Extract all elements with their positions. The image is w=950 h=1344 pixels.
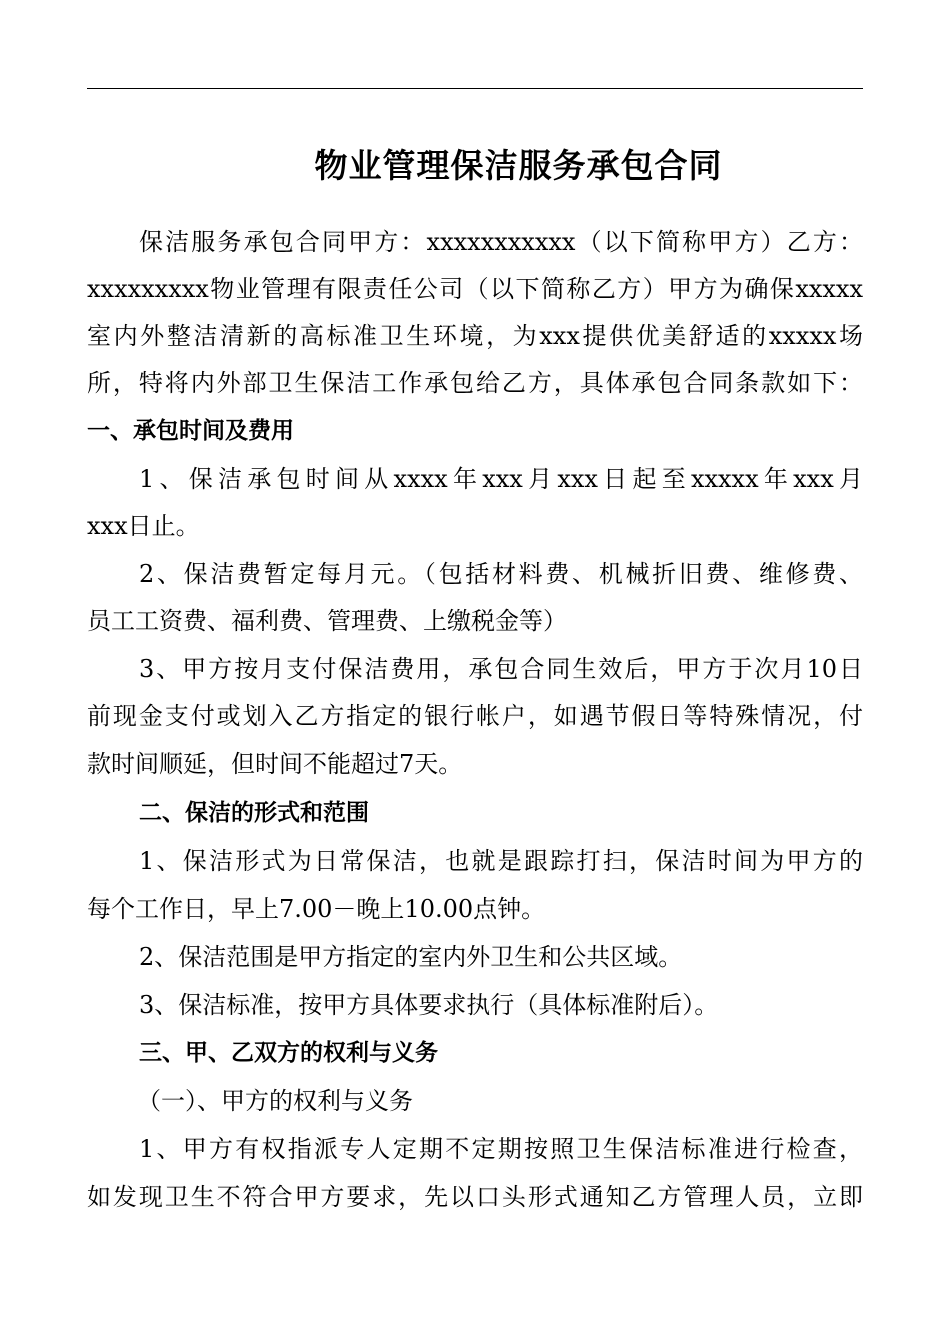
paragraph-line: 室内外整洁清新的高标准卫生环境，为xxx提供优美舒适的xxxxx场 [87,322,863,350]
paragraph-line: 每个工作日，早上7.00－晚上10.00点钟。 [87,895,546,923]
section-heading: 一、承包时间及费用 [87,418,294,444]
paragraph-line: 2、保洁范围是甲方指定的室内外卫生和公共区域。 [139,943,683,971]
paragraph-line: 1、甲方有权指派专人定期不定期按照卫生保洁标准进行检查， [139,1135,863,1163]
paragraph-line: 2、保洁费暂定每月元。（包括材料费、机械折旧费、维修费、 [139,560,863,588]
paragraph-line: 保洁服务承包合同甲方：xxxxxxxxxxx（以下简称甲方）乙方： [139,228,863,256]
paragraph-line: 前现金支付或划入乙方指定的银行帐户，如遇节假日等特殊情况，付 [87,702,863,730]
header-rule [87,88,863,89]
paragraph-line: 所，特将内外部卫生保洁工作承包给乙方，具体承包合同条款如下： [87,369,863,397]
paragraph-line: 1、保洁承包时间从xxxx年xxx月xxx日起至xxxxx年xxx月 [139,465,863,493]
section-heading: 二、保洁的形式和范围 [139,800,369,826]
paragraph-line: 款时间顺延，但时间不能超过7天。 [87,750,463,778]
paragraph-line: xxxxxxxxx物业管理有限责任公司（以下简称乙方）甲方为确保xxxxx [87,275,863,303]
paragraph-line: 员工工资费、福利费、管理费、上缴税金等） [87,607,567,635]
paragraph-line: 3、保洁标准，按甲方具体要求执行（具体标准附后）。 [139,991,719,1019]
paragraph-line: 3、甲方按月支付保洁费用，承包合同生效后，甲方于次月10日 [139,655,863,683]
subsection-heading: （一）、甲方的权利与义务 [137,1087,413,1115]
paragraph-line: 1、保洁形式为日常保洁，也就是跟踪打扫，保洁时间为甲方的 [139,847,863,875]
section-heading: 三、甲、乙双方的权利与义务 [139,1040,438,1066]
paragraph-line: xxx日止。 [87,512,200,540]
paragraph-line: 如发现卫生不符合甲方要求，先以口头形式通知乙方管理人员，立即 [87,1183,863,1211]
document-title: 物业管理保洁服务承包合同 [314,146,723,185]
